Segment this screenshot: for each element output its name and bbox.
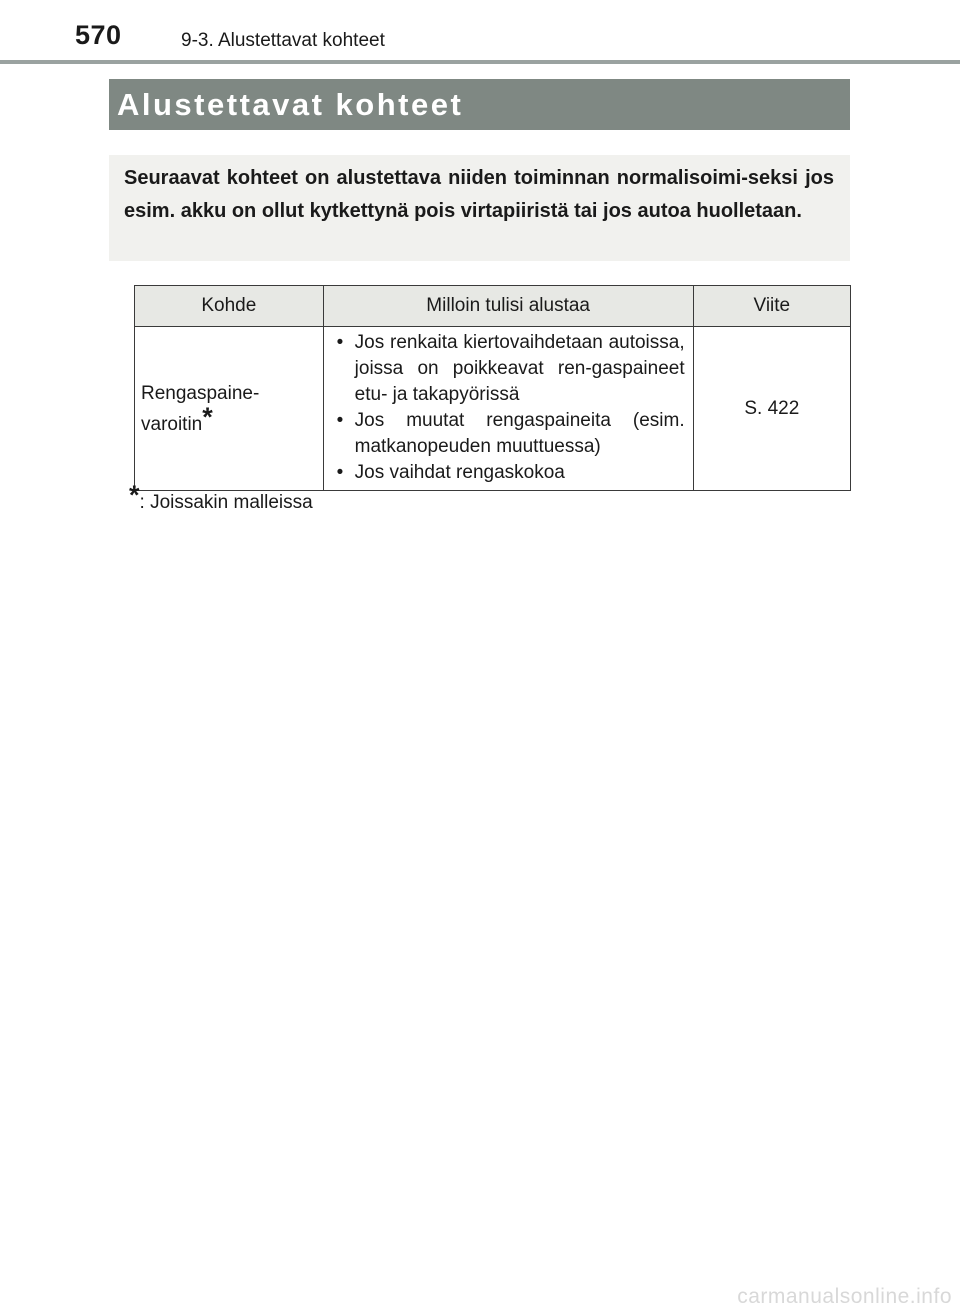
condition-text: Jos muutat rengaspaineita (esim. matkanopeuden muuttuessa) bbox=[354, 410, 685, 457]
footnote-asterisk: * bbox=[202, 401, 213, 432]
intro-box bbox=[109, 155, 850, 261]
list-item bbox=[337, 330, 685, 408]
section-title: Alustettavat kohteet bbox=[117, 86, 464, 122]
bullet-icon: • bbox=[336, 462, 344, 483]
condition-text: Jos vaihdat rengaskokoa bbox=[354, 462, 565, 483]
reset-items-table bbox=[134, 285, 851, 491]
intro-text: Seuraavat kohteet on alustettava niiden toiminnan normalisoimi-seksi jos esim. akku on ollut kytkettynä pois virtapiiristä tai jos autoa huolletaan. bbox=[124, 167, 834, 222]
watermark: carmanualsonline.info bbox=[737, 1285, 952, 1308]
header-rule bbox=[0, 60, 960, 64]
column-header-reference: Viite bbox=[693, 286, 850, 327]
column-header-item: Kohde bbox=[135, 286, 324, 327]
table-header-row bbox=[135, 286, 851, 327]
bullet-icon: • bbox=[336, 332, 344, 353]
conditions-cell bbox=[323, 327, 693, 491]
running-title: 9-3. Alustettavat kohteet bbox=[181, 30, 385, 51]
page-number: 570 bbox=[75, 20, 122, 50]
footnote-asterisk: * bbox=[129, 480, 140, 510]
list-item bbox=[337, 408, 685, 460]
condition-text: Jos renkaita kiertovaihdetaan autoissa, joissa on poikkeavat ren-gaspaineet etu- ja takapyörissä bbox=[354, 332, 685, 405]
footnote-text: : Joissakin malleissa bbox=[139, 492, 313, 513]
column-header-when: Milloin tulisi alustaa bbox=[323, 286, 693, 327]
reference-cell: S. 422 bbox=[693, 327, 850, 491]
item-name-line1: Rengaspaine- bbox=[141, 382, 260, 404]
list-item bbox=[337, 460, 685, 486]
table-row bbox=[135, 327, 851, 491]
section-banner bbox=[109, 79, 850, 130]
bullet-icon: • bbox=[336, 410, 344, 431]
item-name-line2: varoitin bbox=[141, 413, 203, 435]
conditions-list bbox=[324, 327, 693, 490]
footnote bbox=[129, 480, 313, 514]
item-cell bbox=[135, 327, 324, 491]
